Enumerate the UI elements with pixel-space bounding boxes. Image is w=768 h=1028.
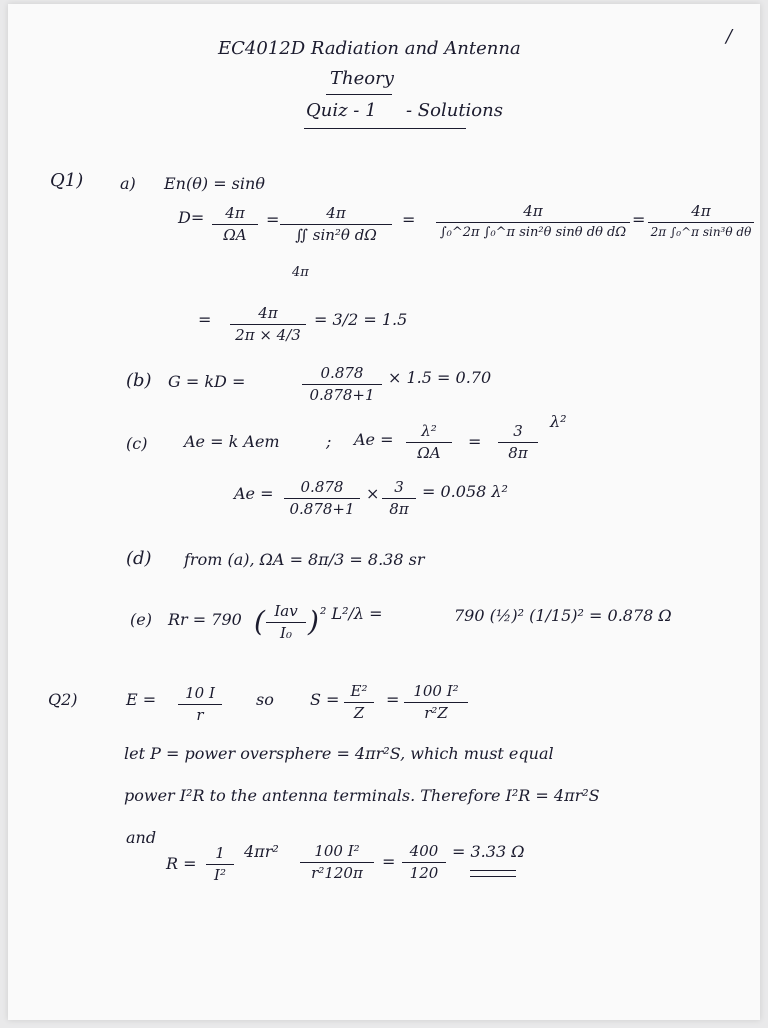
q2-so: so <box>256 690 274 709</box>
q2-r-eq: = <box>382 852 396 871</box>
q1c-fraction-4: 3 8π <box>382 480 416 517</box>
q1a-eq2: = <box>402 210 416 229</box>
q2-e-lhs: E = <box>126 690 157 709</box>
q2-s-fraction-2: 100 I² r²Z <box>404 684 468 721</box>
q1c-sep: ; <box>326 432 332 451</box>
q2-line-2: power I²R to the antenna terminals. Therefore I²R = 4πr²S <box>124 786 600 805</box>
q1a-result: = 3/2 = 1.5 <box>314 310 408 329</box>
q1d-label: (d) <box>126 548 152 569</box>
q1c-rhs: = 0.058 λ² <box>422 482 508 501</box>
q1c-lhs: Ae = k Aem <box>184 432 280 451</box>
subject-title: Theory <box>330 68 394 89</box>
q1b-label: (b) <box>126 370 152 391</box>
q1b-lhs: G = kD = <box>168 372 246 391</box>
q2-r-fraction-1: 1 I² <box>206 846 234 883</box>
q1a-d-fraction: 4π ΩA <box>212 206 258 243</box>
q1a-given: En(θ) = sinθ <box>164 174 265 193</box>
q1a-fraction-1: 4π ∬ sin²θ dΩ <box>280 206 392 243</box>
q1a-result-fraction: 4π 2π × 4/3 <box>230 306 306 343</box>
q2-result-underline-1 <box>470 870 516 871</box>
q1c-eq: = <box>468 432 482 451</box>
q1c-label: (c) <box>126 434 148 453</box>
q1a-eq3: = <box>632 210 646 229</box>
q1e-open-paren: ( <box>254 605 265 638</box>
q1e-paren-fraction: Iav I₀ <box>266 604 306 641</box>
q2-r-mid: 4πr² <box>244 842 279 861</box>
q2-r-result: = 3.33 Ω <box>452 842 525 861</box>
q1a-result-eq: = <box>198 310 212 329</box>
q1c-times: × <box>366 484 380 503</box>
q1e-lhs: Rr = 790 <box>168 610 242 629</box>
quiz-suffix: - Solutions <box>406 100 503 121</box>
q1d-text: from (a), ΩA = 8π/3 = 8.38 sr <box>184 550 425 569</box>
quiz-underline <box>304 128 466 129</box>
q1e-label: (e) <box>130 610 152 629</box>
quiz-solution-sheet <box>8 4 760 1020</box>
q1e-rhs: 790 (½)² (1/15)² = 0.878 Ω <box>454 606 672 625</box>
course-title: EC4012D Radiation and Antenna <box>218 38 521 59</box>
q2-line-1: let P = power oversphere = 4πr²S, which must equal <box>124 744 554 763</box>
q1c-ae2: Ae = <box>354 430 394 449</box>
q1c-ae3: Ae = <box>234 484 274 503</box>
q1c-fraction-1: λ² ΩA <box>406 424 452 461</box>
q2-label: Q2) <box>48 690 78 709</box>
quiz-title: Quiz - 1 <box>306 100 377 121</box>
q1e-close-paren: ) <box>308 605 319 638</box>
q1b-rhs: × 1.5 = 0.70 <box>388 368 492 387</box>
q1b-fraction: 0.878 0.878+1 <box>302 366 382 403</box>
q2-e-fraction: 10 I r <box>178 686 222 723</box>
q1c-fraction-2: 3 8π <box>498 424 538 461</box>
q2-r-fraction-3: 400 120 <box>402 844 446 881</box>
q1c-lambda: λ² <box>550 412 567 431</box>
q1c-fraction-3: 0.878 0.878+1 <box>284 480 360 517</box>
q1a-fraction-2: 4π ∫₀^2π ∫₀^π sin²θ sinθ dθ dΩ <box>436 204 630 239</box>
q2-result-underline-2 <box>470 876 516 877</box>
q2-s-lhs: S = <box>310 690 340 709</box>
q1a-fraction-3: 4π 2π ∫₀^π sin³θ dθ <box>648 204 754 238</box>
q1e-mid: ² L²/λ = <box>320 604 383 623</box>
q2-s-fraction-1: E² Z <box>344 684 374 721</box>
q2-r-fraction-2: 100 I² r²120π <box>300 844 374 881</box>
q1a-fraction-1-sub: 4π <box>292 265 309 280</box>
q2-and: and <box>126 828 157 847</box>
q1a-d-lhs: D= <box>178 208 205 227</box>
q1-label: Q1) <box>50 170 84 191</box>
q1a-label: a) <box>120 174 136 193</box>
q1a-eq1: = <box>266 210 280 229</box>
q2-r-lhs: R = <box>166 854 197 873</box>
q2-s-eq: = <box>386 690 400 709</box>
corner-mark: / <box>726 26 733 47</box>
subject-underline <box>326 94 392 95</box>
